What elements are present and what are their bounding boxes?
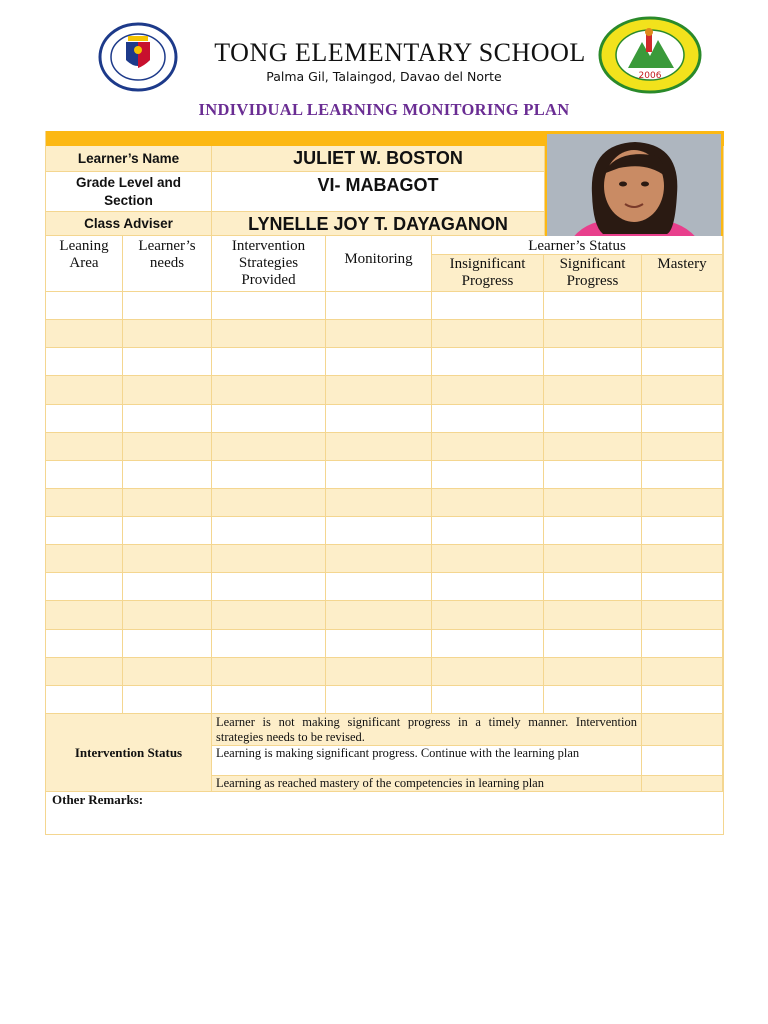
table-cell[interactable] [46,686,123,714]
table-cell[interactable] [432,601,544,630]
table-cell[interactable] [123,376,212,405]
table-cell[interactable] [642,320,723,348]
grade-section-value: VI- MABAGOT [212,172,545,212]
table-cell[interactable] [432,573,544,601]
table-cell[interactable] [212,545,326,573]
table-cell[interactable] [326,545,432,573]
table-cell[interactable] [46,376,123,405]
table-cell[interactable] [46,320,123,348]
table-cell[interactable] [432,630,544,658]
table-cell[interactable] [212,376,326,405]
status-checkbox-not-significant[interactable] [642,714,723,746]
table-cell[interactable] [642,376,723,405]
col-header-significant: Significant Progress [544,255,642,292]
table-cell[interactable] [326,573,432,601]
grade-section-label: Grade Level and Section [46,172,212,212]
table-cell[interactable] [432,517,544,545]
table-cell[interactable] [326,601,432,630]
table-cell[interactable] [642,348,723,376]
table-cell[interactable] [544,686,642,714]
table-cell[interactable] [432,320,544,348]
table-cell[interactable] [642,517,723,545]
col-header-monitoring: Monitoring [326,236,432,292]
table-cell[interactable] [326,292,432,320]
status-checkbox-significant[interactable] [642,746,723,776]
table-cell[interactable] [642,489,723,517]
table-cell[interactable] [642,630,723,658]
col-header-learners-needs: Learner’s needs [123,236,212,292]
table-cell[interactable] [432,461,544,489]
deped-seal-icon [98,22,178,92]
table-cell[interactable] [123,461,212,489]
table-cell[interactable] [326,433,432,461]
table-cell[interactable] [544,433,642,461]
other-remarks-field[interactable] [46,792,723,834]
status-group-header: Learner’s Status [432,236,723,255]
table-cell[interactable] [46,405,123,433]
table-cell[interactable] [544,545,642,573]
table-cell[interactable] [212,658,326,686]
table-cell[interactable] [544,292,642,320]
status-checkbox-mastery[interactable] [642,776,723,792]
table-cell[interactable] [326,376,432,405]
learner-name-label: Learner’s Name [46,146,212,172]
table-cell[interactable] [212,517,326,545]
class-adviser-value: LYNELLE JOY T. DAYAGANON [212,212,545,236]
table-cell[interactable] [544,376,642,405]
col-header-insignificant: Insignificant Progress [432,255,544,292]
table-cell[interactable] [326,658,432,686]
table-cell[interactable] [123,545,212,573]
table-cell[interactable] [544,630,642,658]
table-cell[interactable] [212,573,326,601]
table-cell[interactable] [123,686,212,714]
table-cell[interactable] [544,489,642,517]
table-cell[interactable] [642,461,723,489]
table-cell[interactable] [642,573,723,601]
table-cell[interactable] [642,686,723,714]
table-cell[interactable] [212,630,326,658]
table-cell[interactable] [432,405,544,433]
table-cell[interactable] [123,658,212,686]
table-cell[interactable] [123,489,212,517]
learner-photo [545,132,723,250]
col-header-intervention: Intervention Strategies Provided [212,236,326,292]
table-cell[interactable] [212,601,326,630]
table-cell[interactable] [212,348,326,376]
table-cell[interactable] [326,320,432,348]
table-cell[interactable] [123,517,212,545]
table-cell[interactable] [432,686,544,714]
table-cell[interactable] [123,630,212,658]
table-cell[interactable] [544,348,642,376]
table-cell[interactable] [212,461,326,489]
other-remarks-label: Other Remarks: [52,792,144,807]
table-cell[interactable] [123,433,212,461]
table-cell[interactable] [212,292,326,320]
school-logo-icon [598,16,702,94]
table-cell[interactable] [212,433,326,461]
table-cell[interactable] [46,601,123,630]
table-cell[interactable] [212,405,326,433]
table-cell[interactable] [544,405,642,433]
school-name: TONG ELEMENTARY SCHOOL [214,38,586,67]
table-cell[interactable] [326,461,432,489]
col-header-learning-area: Leaning Area [46,236,123,292]
table-cell[interactable] [46,573,123,601]
col-header-mastery: Mastery [642,255,723,292]
table-cell[interactable] [642,658,723,686]
table-cell[interactable] [432,658,544,686]
table-cell[interactable] [46,545,123,573]
table-cell[interactable] [326,405,432,433]
table-cell[interactable] [46,348,123,376]
learner-name-value: JULIET W. BOSTON [212,146,545,172]
table-cell[interactable] [123,405,212,433]
table-cell[interactable] [123,348,212,376]
table-cell[interactable] [46,433,123,461]
table-cell[interactable] [212,686,326,714]
svg-text:2006: 2006 [638,71,662,81]
school-address: Palma Gil, Talaingod, Davao del Norte [266,69,502,84]
table-cell[interactable] [544,461,642,489]
table-cell[interactable] [642,545,723,573]
table-cell[interactable] [432,489,544,517]
table-cell[interactable] [212,489,326,517]
table-cell[interactable] [432,376,544,405]
table-cell[interactable] [326,348,432,376]
table-cell[interactable] [46,658,123,686]
table-cell[interactable] [642,433,723,461]
intervention-status-label: Intervention Status [46,714,212,792]
table-cell[interactable] [326,517,432,545]
table-cell[interactable] [432,433,544,461]
table-cell[interactable] [642,405,723,433]
table-cell[interactable] [46,489,123,517]
status-option-mastery: Learning as reached mastery of the competencies in learning plan [212,776,642,792]
table-cell[interactable] [46,517,123,545]
table-cell[interactable] [123,601,212,630]
table-cell[interactable] [432,348,544,376]
table-cell[interactable] [123,573,212,601]
table-cell[interactable] [326,489,432,517]
table-cell[interactable] [642,601,723,630]
table-cell[interactable] [642,292,723,320]
table-cell[interactable] [544,517,642,545]
table-cell[interactable] [544,320,642,348]
table-cell[interactable] [432,292,544,320]
table-cell[interactable] [544,658,642,686]
table-cell[interactable] [544,573,642,601]
status-option-significant: Learning is making significant progress. Continue with the learning plan [212,746,642,776]
table-cell[interactable] [46,630,123,658]
table-cell[interactable] [46,292,123,320]
table-cell[interactable] [326,630,432,658]
table-cell[interactable] [123,320,212,348]
table-cell[interactable] [46,461,123,489]
table-cell[interactable] [432,545,544,573]
table-cell[interactable] [544,601,642,630]
class-adviser-label: Class Adviser [46,212,212,236]
document-title: INDIVIDUAL LEARNING MONITORING PLAN [198,100,570,119]
table-cell[interactable] [212,320,326,348]
status-option-not-significant: Learner is not making significant progress in a timely manner. Intervention strategies needs to be revised. [212,714,642,746]
table-cell[interactable] [123,292,212,320]
table-cell[interactable] [326,686,432,714]
